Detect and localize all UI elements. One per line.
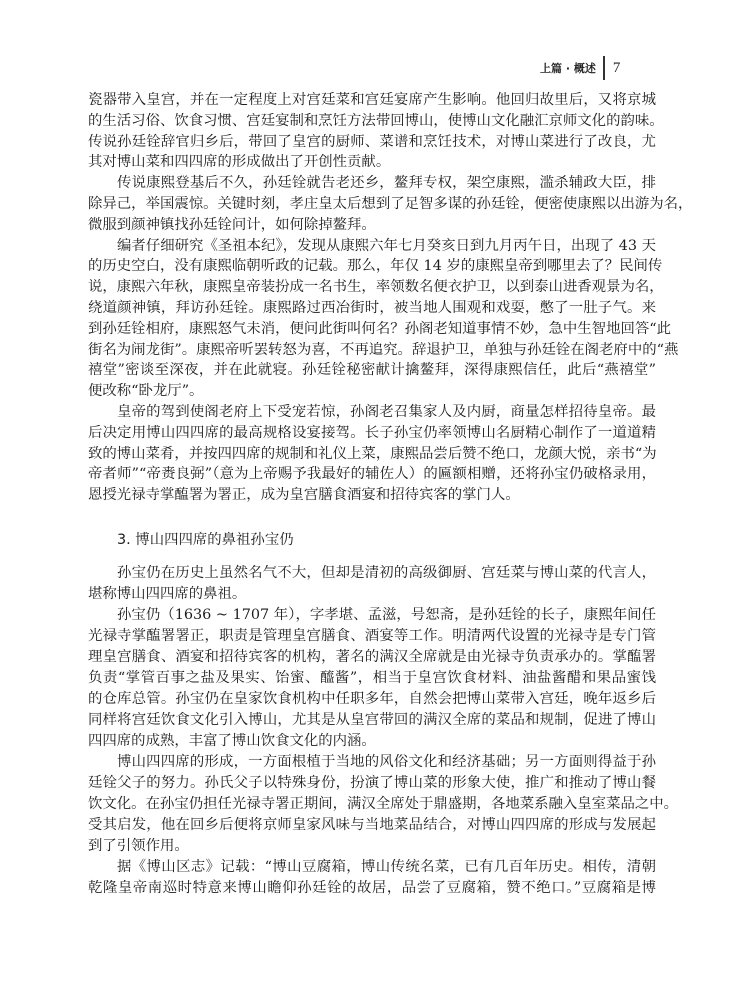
text-line: 到了引领作用。 [88,837,189,854]
paragraph [88,402,656,506]
text-line: 禧堂”密谈至深夜，并在此就寝。孙廷铨秘密献计擒鳌拜，深得康熙信任，此后“燕禧堂” [88,362,656,379]
text-line: 说，康熙六年秋，康熙皇帝装扮成一名书生，率领数名便衣护卫，以到泰山进香观景为名， [88,279,664,296]
text-line: 瓷器带入皇宫，并在一定程度上对宫廷菜和宫廷宴席产生影响。他回归故里后，又将京城 [88,92,656,108]
text-line: 编者仔细研究《圣祖本纪》，发现从康熙六年七月癸亥日到九月丙午日，出现了 43 天 [117,237,656,254]
text-line: 其对博山菜和四四席的形成做出了开创性贡献。 [88,154,391,171]
text-line: 同样将宫廷饮食文化引入博山，尤其是从皇宫带回的满汉全席的菜品和规制，促进了博山 [88,711,656,728]
text-line: 受其启发，他在回乡后便将京师皇家风味与当地菜品结合，对博山四四席的形成与发展起 [88,816,656,833]
text-line: 致的博山菜肴，并按四四席的规制和礼仪上菜，康熙品尝后赞不绝口，龙颜大悦，亲书“为 [88,445,657,462]
text-line: 的生活习俗、饮食习惯、宫廷宴制和烹饪方法带回博山，使博山文化融汇京师文化的韵味。 [88,112,664,129]
body-part-2 [88,563,679,899]
paragraph [88,173,693,235]
text-line: 传说康熙登基后不久，孙廷铨就告老还乡，鳌拜专权，架空康熙，滥杀辅政大臣，排 [117,175,656,192]
text-line: 博山四四席的形成，一方面根植于当地的风俗文化和经济基础；另一方面则得益于孙 [117,753,656,770]
text-line: 街名为闹龙街”。康熙帝听罢转怒为喜，不再追究。辞退护卫，单独与孙廷铨在阁老府中的“燕 [88,341,679,358]
text-line: 理皇宫膳食、酒宴和招待宾客的机构，著名的满汉全席就是由光禄寺负责承办的。掌醢署 [88,648,656,665]
paragraph [88,752,679,857]
text-line: 负责“掌管百事之盐及果实、饴蜜、醯酱”，相当于皇宫饮食材料、油盐酱醋和果品蜜饯 [88,669,656,686]
paragraph [88,236,679,402]
text-line: 四四席的成熟，丰富了博山饮食文化的内涵。 [88,732,376,749]
running-header [540,56,620,80]
page-number: 7 [612,59,621,76]
paragraph [88,605,656,752]
text-line: 皇帝的驾到使阁老府上下受宠若惊，孙阁老召集家人及内厨，商量怎样招待皇帝。最 [117,403,656,420]
text-line: 便改称“卧龙厅”。 [88,383,204,400]
text-line: 绕道颜神镇，拜访孙廷铨。康熙路过西冶街时，被当地人围观和戏耍，憋了一肚子气。来 [88,299,656,316]
text-line: 传说孙廷铨辞官归乡后，带回了皇宫的厨师、菜谱和烹饪技术，对博山菜进行了改良，尤 [88,133,656,150]
text-line: 的仓库总管。孙宝仍在皇家饮食机构中任职多年，自然会把博山菜带入宫廷，晚年返乡后 [88,690,656,707]
text-line: 乾隆皇帝南巡时特意来博山瞻仰孙廷铨的故居，品尝了豆腐箱，赞不绝口。”豆腐箱是博 [88,879,656,896]
text-line: 到孙廷铨相府，康熙怒气未消，便问此街叫何名？孙阁老知道事情不妙，急中生智地回答“此 [88,320,671,337]
text-line: 光禄寺掌醢署署正，职责是管理皇宫膳食、酒宴等工作。明清两代设置的光禄寺是专门管 [88,627,656,644]
section-heading: 3. 博山四四席的鼻祖孙宝仍 [117,531,294,548]
section-title: 上篇 · 概述 [540,62,596,75]
text-line: 堪称博山四四席的鼻祖。 [88,585,247,602]
page-body [88,90,693,899]
paragraph [88,563,656,605]
paragraph [88,857,656,899]
text-line: 微服到颜神镇找孙廷铨问计，如何除掉鳌拜。 [88,216,376,233]
text-line: 恩授光禄寺掌醢署为署正，成为皇宫膳食酒宴和招待宾客的掌门人。 [88,487,520,504]
header-divider [603,56,605,80]
text-line: 饮文化。在孙宝仍担任光禄寺署正期间，满汉全席处于鼎盛期，各地菜系融入皇室菜品之中。 [88,795,679,812]
text-line: 孙宝仍在历史上虽然名气不大，但却是清初的高级御厨、宫廷菜与博山菜的代言人， [117,564,656,581]
text-line: 廷铨父子的努力。孙氏父子以特殊身份，扮演了博山菜的形象大使，推广和推动了博山餐 [88,774,656,791]
text-line: 据《博山区志》记载：“博山豆腐箱，博山传统名菜，已有几百年历史。相传，清朝 [117,858,656,875]
text-line: 孙宝仍（1636 ~ 1707 年），字孝堪、孟滋，号恕斋，是孙廷铨的长子，康熙年间任 [117,606,656,623]
text-line: 后决定用博山四四席的最高规格设宴接驾。长子孙宝仍率领博山名厨精心制作了一道道精 [88,424,656,441]
paragraph [88,90,664,173]
body-part-1 [88,90,693,506]
text-line: 帝者师”“帝赉良弼”（意为上帝赐予我最好的辅佐人）的匾额相赠，还将孙宝仍破格录用， [88,466,656,483]
text-line: 除异己，举国震惊。关键时刻，孝庄皇太后想到了足智多谋的孙廷铨，便密使康熙以出游为名， [88,195,693,212]
text-line: 的历史空白，没有康熙临朝听政的记载。那么，年仅 14 岁的康熙皇帝到哪里去了？民间传 [88,258,663,275]
